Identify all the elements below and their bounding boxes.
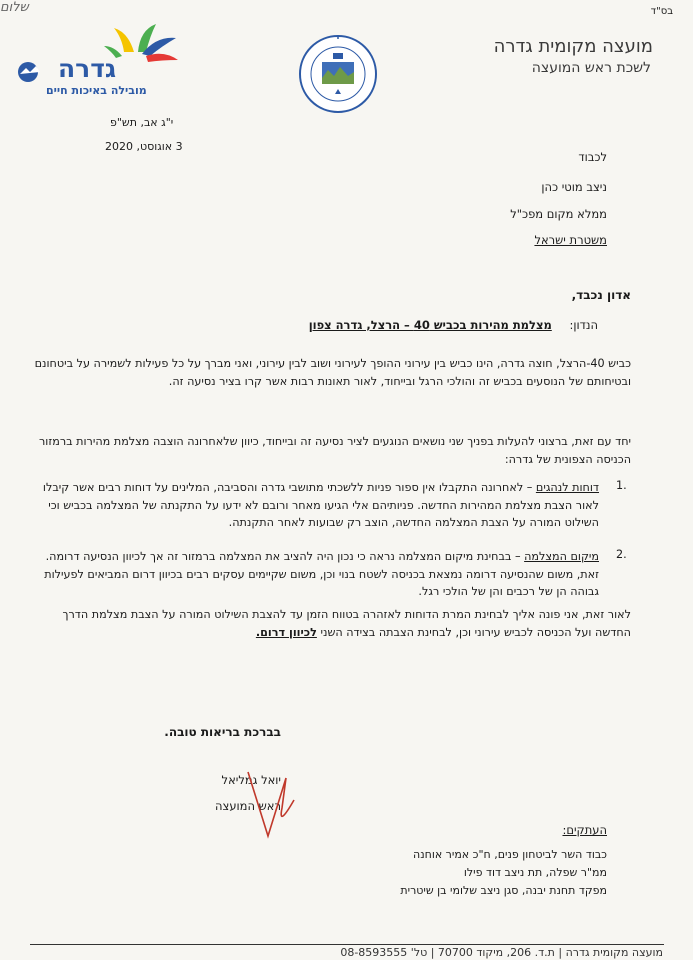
item-title-tickets: דוחות לנהגים xyxy=(535,481,599,494)
subject-text: מצלמת מהירות בכביש 40 – הרצל, גדרה צפון xyxy=(308,318,552,332)
greeting: אדון נכבד, xyxy=(571,288,631,302)
cc-line: כבוד השר לביטחון פנים, ח"כ אמיר אוחנה xyxy=(413,848,607,861)
recipient-name: ניצב מוטי כהן xyxy=(541,180,607,194)
paragraph-topics: יחד עם זאת, ברצוני להעלות בפניך שני נושאים הנוגעים לציר נסיעה זה ובייחוד, כיוון שלאחרונה הוצבה מצלמת מהירות ברמזור הכניסה הצפונית של גדרה: xyxy=(38,435,631,466)
margin-handwriting: שלום xyxy=(0,0,29,15)
list-item-tickets xyxy=(31,479,599,532)
signer-name: יואל גמליאל xyxy=(221,773,281,787)
cc-label: העתקים: xyxy=(562,823,607,837)
closing-blessing: בברכת בריאות טובה. xyxy=(164,725,281,739)
request-emphasis: לכיוון דרום. xyxy=(255,625,317,639)
council-name: מועצה מקומית גדרה xyxy=(493,36,653,57)
paragraph-intro: כביש 40-הרצל, חוצה גדרה, הינו כביש בין עירוני ההופך לעירוני ושוב לבין עירוני, ואני מברך על כל פעילות לשמירה על ביטחונם ובטיחותם של הנוסעים בכביש זה והולכי הרגל ובייחוד, לאור תאונות רבות אשר קרו בציר נסיעה זה. xyxy=(34,357,631,388)
footer-divider xyxy=(30,944,664,945)
subject-line xyxy=(309,318,598,332)
item-title-location: מיקום המצלמה xyxy=(524,550,599,563)
item-text-location: – בבחינת מיקום המצלמה נראה כי נכון היה להציב את המצלמה ברמזור זה אך לכיוון הנסיעה דרומה. זאת, משום שהנסיעה דרומה נמצאת בכניסה לשטח בנוי וכן, משום שקיימים עסקים רבים בכיוון דרום המביאים לפעילות גבוהה הן של רכבים והן של הולכי רגל. xyxy=(44,550,599,598)
office-name: לשכת ראש המועצה xyxy=(531,60,651,76)
bsd-mark: בס"ד xyxy=(650,6,673,17)
item-text-tickets: – לאחרונה התקבלו אין ספור פניות ללשכתי מתושבי גדרה והסביבה, המלינים על דוחות רבים אשר קיבלו לאור הצבת מצלמת המהירות החדשה. פניותיהם אלי הגיעו מאחר ורובם לא ידעו על התקנתה של המצלמה בכביש וכי השילוט המורה על הצבת המצלמה החדשה, הוצב רק שבועות לאחר התקנתה. xyxy=(42,481,599,529)
subject-label: הנדון: xyxy=(569,318,598,332)
recipient-title: ממלא מקום מפכ"ל xyxy=(510,207,607,221)
logo-wordmark: גדרה xyxy=(58,54,117,83)
item-number-1: 1. xyxy=(616,479,627,492)
recipient-honor: לכבוד xyxy=(578,150,607,164)
request-text: לאור זאת, אני פונה אליך לבחינת המרת הדוחות לאזהרה בטווח הזמן עד להצבת השילוט המורה על הצבת מצלמת הדרך החדשה ועל הכניסה לכביש עירוני וכן, לבחינת הצבתה בצידה השני xyxy=(62,608,631,639)
signature-icon xyxy=(238,770,308,840)
cc-line: ממ"ר שפלה, תת ניצב דוד פילו xyxy=(463,866,607,879)
logo-tagline: מובילה באיכות חיים xyxy=(46,84,147,97)
hebrew-date: י"ג אב, תש"פ xyxy=(110,116,174,129)
council-seal-icon xyxy=(298,34,378,114)
gregorian-date: 3 אוגוסט, 2020 xyxy=(105,140,183,153)
recipient-org: משטרת ישראל xyxy=(534,233,607,247)
item-number-2: 2. xyxy=(616,548,627,561)
list-item-location xyxy=(31,548,599,601)
signer-role: ראש המועצה xyxy=(215,799,281,813)
paragraph-request xyxy=(31,606,631,641)
cc-line: מפקד תחנת יבנה, סגן ניצב שלומי בן שיטרית xyxy=(400,884,607,897)
footer-text: מועצה מקומית גדרה | ת.ד. 206, מיקוד 70700 | טל' 08-8593555 xyxy=(340,946,663,959)
